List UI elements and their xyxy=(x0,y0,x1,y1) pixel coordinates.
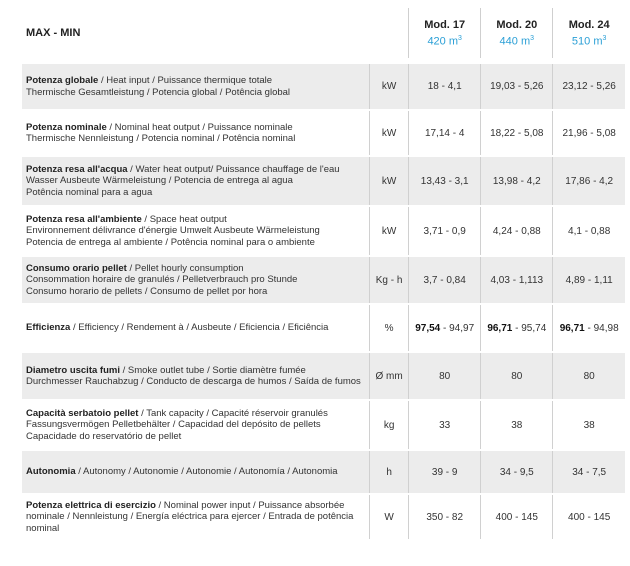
table-row xyxy=(22,206,625,256)
row-unit: kW xyxy=(370,156,409,206)
row-unit: Kg - h xyxy=(370,256,409,304)
row-unit: h xyxy=(370,450,409,494)
row-value: 4,1 - 0,88 xyxy=(553,206,625,256)
row-unit: kg xyxy=(370,400,409,450)
model-name: Mod. 24 xyxy=(568,18,610,31)
row-value: 80 xyxy=(553,352,625,400)
table-row xyxy=(22,256,625,304)
row-value: 34 - 7,5 xyxy=(553,450,625,494)
table-title: MAX - MIN xyxy=(26,27,81,39)
model-volume: 420 $m^3$ xyxy=(427,34,462,48)
spec-rows xyxy=(22,64,625,540)
row-value: 33 xyxy=(409,400,481,450)
table-row xyxy=(22,110,625,156)
row-label: Autonomia / Autonomy / Autonomie / Autonomie / Autonomía / Autonomia xyxy=(22,450,370,494)
table-row xyxy=(22,494,625,540)
row-unit: kW xyxy=(370,206,409,256)
row-label: Potenza nominale / Nominal heat output / Puissance nominale Thermische Nennleistung / Potencia nominal / Potência nominal xyxy=(22,110,370,156)
row-value: 17,86 - 4,2 xyxy=(553,156,625,206)
row-value: 39 - 9 xyxy=(409,450,481,494)
table-row xyxy=(22,304,625,352)
row-value: 34 - 9,5 xyxy=(481,450,553,494)
row-value: 96,71 - 94,98 xyxy=(553,304,625,352)
row-value: 13,43 - 3,1 xyxy=(409,156,481,206)
row-unit: Ø mm xyxy=(370,352,409,400)
row-value: 4,24 - 0,88 xyxy=(481,206,553,256)
row-label: Efficienza / Efficiency / Rendement à / Ausbeute / Eficiencia / Eficiência xyxy=(22,304,370,352)
row-value: 13,98 - 4,2 xyxy=(481,156,553,206)
header-row xyxy=(22,8,625,58)
row-label: Consumo orario pellet / Pellet hourly consumption Consommation horaire de granulés / Pelletverbrauch pro Stunde Consumo horario de pellets / Consumo de pellet por hora xyxy=(22,256,370,304)
row-value: 18,22 - 5,08 xyxy=(481,110,553,156)
row-value: 19,03 - 5,26 xyxy=(481,64,553,110)
table-row xyxy=(22,450,625,494)
model-header xyxy=(481,8,553,58)
table-row xyxy=(22,352,625,400)
model-header xyxy=(409,8,481,58)
model-volume: 440 $m^3$ xyxy=(499,34,535,48)
row-value: 3,7 - 0,84 xyxy=(409,256,481,304)
row-value: 17,14 - 4 xyxy=(409,110,481,156)
row-value: 80 xyxy=(409,352,481,400)
model-name: Mod. 17 xyxy=(424,18,466,31)
row-value: 80 xyxy=(481,352,553,400)
row-label: Potenza elettrica di esercizio / Nominal power input / Puissance absorbée nominale / Nennleistung / Energía eléctrica para ejercer / Entrada de potência nominal xyxy=(22,494,370,540)
row-label: Potenza resa all'acqua / Water heat output/ Puissance chauffage de l'eau Wasser Ausbeute Wärmeleistung / Potencia de entrega al agua Potência nominal para a agua xyxy=(22,156,370,206)
table-row xyxy=(22,400,625,450)
row-label: Capacità serbatoio pellet / Tank capacity / Capacité réservoir granulés Fassungsvermögen Pelletbehälter / Capacidad del depósito de pellets Capacidade do reservatório de pellet xyxy=(22,400,370,450)
row-value: 23,12 - 5,26 xyxy=(553,64,625,110)
row-label: Potenza resa all'ambiente / Space heat output Environnement délivrance d'énergie Umwelt Ausbeute Wärmeleistung Potencia de entrega al ambiente / Potência nominal para o ambiente xyxy=(22,206,370,256)
row-unit: W xyxy=(370,494,409,540)
row-value: 3,71 - 0,9 xyxy=(409,206,481,256)
row-value: 350 - 82 xyxy=(409,494,481,540)
row-unit: % xyxy=(370,304,409,352)
row-label: Potenza globale / Heat input / Puissance thermique totale Thermische Gesamtleistung / Potencia global / Potência global xyxy=(22,64,370,110)
model-volume: 510 $m^3$ xyxy=(571,34,607,48)
table-row xyxy=(22,64,625,110)
row-value: 38 xyxy=(553,400,625,450)
row-unit: kW xyxy=(370,64,409,110)
unit-header xyxy=(370,8,409,58)
row-label: Diametro uscita fumi / Smoke outlet tube / Sortie diamètre fumée Durchmesser Rauchabzug / Conducto de descarga de humos / Saída de fumos xyxy=(22,352,370,400)
table-row xyxy=(22,156,625,206)
row-value: 96,71 - 95,74 xyxy=(481,304,553,352)
row-value: 97,54 - 94,97 xyxy=(409,304,481,352)
row-value: 18 - 4,1 xyxy=(409,64,481,110)
row-value: 21,96 - 5,08 xyxy=(553,110,625,156)
row-unit: kW xyxy=(370,110,409,156)
row-value: 400 - 145 xyxy=(553,494,625,540)
row-value: 4,03 - 1,113 xyxy=(481,256,553,304)
row-value: 400 - 145 xyxy=(481,494,553,540)
spec-table xyxy=(22,8,625,541)
row-value: 38 xyxy=(481,400,553,450)
row-value: 4,89 - 1,11 xyxy=(553,256,625,304)
model-header xyxy=(553,8,625,58)
model-name: Mod. 20 xyxy=(496,18,538,31)
